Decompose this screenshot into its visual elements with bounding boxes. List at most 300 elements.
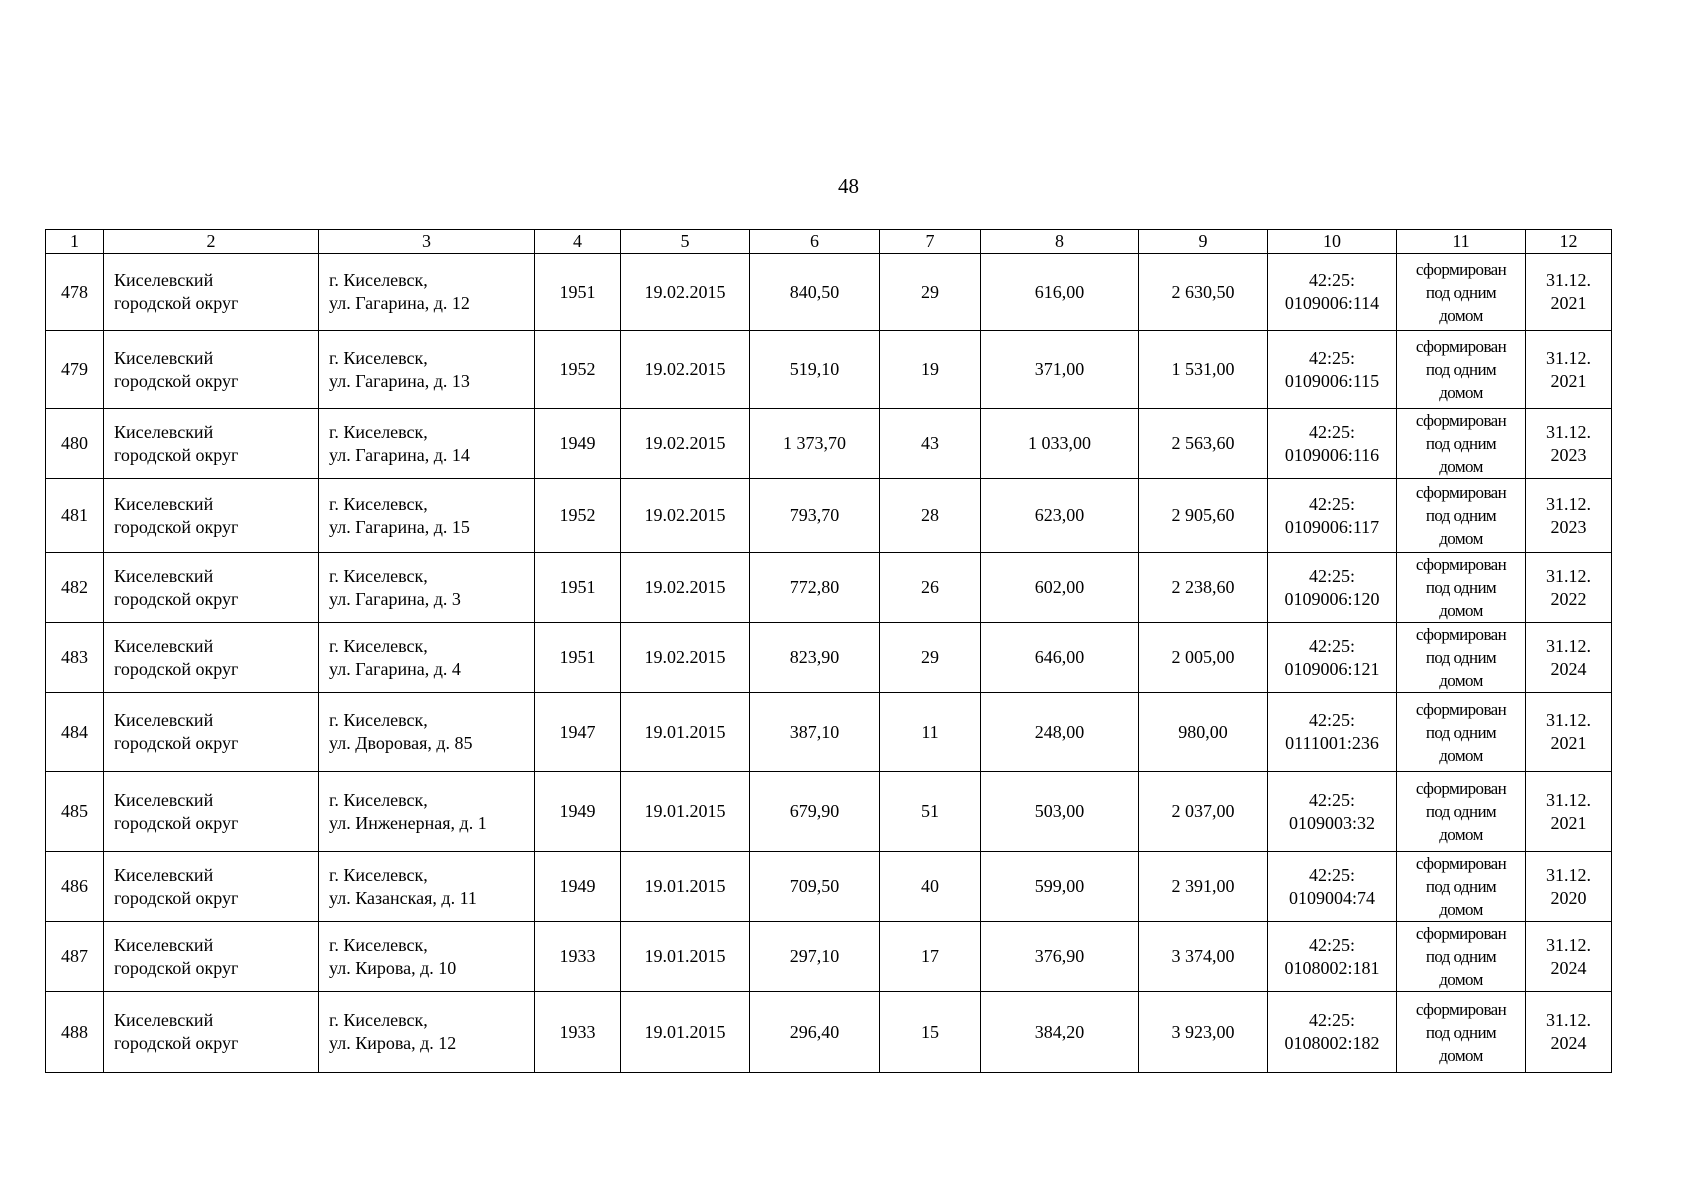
column-9-cell xyxy=(1139,772,1268,852)
address-cell xyxy=(319,992,535,1073)
address-line: ул. Кирова, д. 10 xyxy=(329,957,457,978)
row-number: 481 xyxy=(61,505,88,525)
column-9-value: 2 037,00 xyxy=(1171,801,1235,821)
status-cell xyxy=(1397,331,1526,409)
address-cell xyxy=(319,479,535,553)
column-header: 9 xyxy=(1139,230,1268,254)
column-6-cell xyxy=(750,772,880,852)
column-7-cell xyxy=(880,623,981,693)
cadastral-line: 42:25: xyxy=(1308,270,1355,290)
row-number-cell xyxy=(46,409,104,479)
column-8-value: 503,00 xyxy=(1034,801,1085,821)
cadastral-cell xyxy=(1268,772,1397,852)
deadline-cell xyxy=(1526,922,1612,992)
address-line: г. Киселевск, xyxy=(329,864,428,885)
year-value: 1951 xyxy=(559,281,596,302)
column-8-value: 1 033,00 xyxy=(1028,433,1091,453)
date-cell xyxy=(621,693,750,772)
column-7-cell xyxy=(880,922,981,992)
deadline-cell xyxy=(1526,331,1612,409)
deadline-line: 31.12. xyxy=(1546,1010,1591,1030)
cadastral-cell xyxy=(1268,331,1397,409)
cadastral-line: 42:25: xyxy=(1308,934,1355,955)
date-cell xyxy=(621,331,750,409)
status-line: сформирован xyxy=(1415,259,1507,279)
district-line: Киселевский xyxy=(114,1010,214,1030)
date-value: 19.01.2015 xyxy=(644,876,726,896)
column-7-value: 40 xyxy=(921,876,939,896)
column-6-cell xyxy=(750,922,880,992)
column-7-cell xyxy=(880,331,981,409)
address-line: ул. Гагарина, д. 3 xyxy=(329,588,461,609)
deadline-line: 2024 xyxy=(1550,1033,1587,1053)
column-7-cell xyxy=(880,479,981,553)
address-line: ул. Инженерная, д. 1 xyxy=(329,812,487,833)
row-number: 483 xyxy=(61,647,88,667)
date-cell xyxy=(621,254,750,331)
address-line: г. Киселевск, xyxy=(329,347,428,368)
column-8-cell xyxy=(981,331,1139,409)
district-cell xyxy=(104,693,319,772)
column-9-value: 3 923,00 xyxy=(1171,1021,1235,1042)
address-line: ул. Гагарина, д. 12 xyxy=(329,293,470,313)
year-cell xyxy=(535,409,621,479)
column-6-cell xyxy=(750,479,880,553)
row-number: 487 xyxy=(61,946,88,966)
cadastral-cell xyxy=(1268,992,1397,1073)
column-7-value: 19 xyxy=(921,359,939,379)
year-value: 1951 xyxy=(559,577,596,597)
deadline-cell xyxy=(1526,479,1612,553)
column-header: 11 xyxy=(1397,230,1526,254)
column-6-value: 840,50 xyxy=(789,281,840,302)
cadastral-line: 0109003:32 xyxy=(1288,812,1375,833)
district-line: городской округ xyxy=(114,516,239,537)
deadline-line: 31.12. xyxy=(1546,710,1591,730)
deadline-cell xyxy=(1526,409,1612,479)
address-line: г. Киселевск, xyxy=(329,421,428,442)
column-9-cell xyxy=(1139,992,1268,1073)
cadastral-line: 42:25: xyxy=(1308,493,1355,514)
address-line: ул. Казанская, д. 11 xyxy=(329,887,477,908)
date-value: 19.02.2015 xyxy=(644,359,726,379)
district-cell xyxy=(104,479,319,553)
cadastral-cell xyxy=(1268,922,1397,992)
cadastral-line: 0108002:181 xyxy=(1284,957,1380,978)
district-line: Киселевский xyxy=(114,934,214,955)
status-line: домом xyxy=(1439,383,1483,402)
column-9-value: 980,00 xyxy=(1178,721,1228,742)
column-header: 3 xyxy=(319,230,535,254)
status-line: домом xyxy=(1439,529,1483,548)
column-9-cell xyxy=(1139,331,1268,409)
column-8-value: 623,00 xyxy=(1034,505,1085,525)
row-number: 479 xyxy=(61,359,88,379)
status-line: под одним xyxy=(1425,282,1497,302)
column-8-cell xyxy=(981,479,1139,553)
district-line: Киселевский xyxy=(114,565,214,586)
column-9-value: 2 005,00 xyxy=(1171,647,1235,667)
cadastral-line: 42:25: xyxy=(1308,635,1355,656)
address-line: ул. Кирова, д. 12 xyxy=(329,1033,457,1053)
deadline-line: 31.12. xyxy=(1546,270,1591,290)
status-line: сформирован xyxy=(1415,337,1507,356)
status-line: под одним xyxy=(1425,434,1497,453)
address-line: ул. Гагарина, д. 15 xyxy=(329,516,470,537)
column-7-value: 43 xyxy=(921,433,939,453)
status-line: домом xyxy=(1439,671,1483,690)
district-line: Киселевский xyxy=(114,421,214,442)
deadline-line: 2021 xyxy=(1550,293,1587,313)
column-6-value: 297,10 xyxy=(789,946,840,966)
row-number-cell xyxy=(46,922,104,992)
column-8-cell xyxy=(981,992,1139,1073)
district-cell xyxy=(104,254,319,331)
year-cell xyxy=(535,623,621,693)
row-number: 486 xyxy=(61,876,88,896)
table-row xyxy=(46,331,1612,409)
column-7-cell xyxy=(880,254,981,331)
status-cell xyxy=(1397,409,1526,479)
status-line: домом xyxy=(1439,457,1483,476)
cadastral-cell xyxy=(1268,254,1397,331)
column-9-value: 2 238,60 xyxy=(1171,577,1235,597)
column-header: 1 xyxy=(46,230,104,254)
date-cell xyxy=(621,623,750,693)
district-line: Киселевский xyxy=(114,635,214,656)
cadastral-cell xyxy=(1268,852,1397,922)
status-cell xyxy=(1397,852,1526,922)
table-row xyxy=(46,479,1612,553)
date-cell xyxy=(621,852,750,922)
deadline-cell xyxy=(1526,254,1612,331)
address-cell xyxy=(319,852,535,922)
column-9-value: 2 630,50 xyxy=(1171,281,1235,302)
row-number: 478 xyxy=(61,281,88,302)
column-8-cell xyxy=(981,852,1139,922)
deadline-cell xyxy=(1526,992,1612,1073)
district-line: Киселевский xyxy=(114,347,214,368)
deadline-line: 2021 xyxy=(1550,812,1587,833)
date-cell xyxy=(621,553,750,623)
cadastral-line: 0109004:74 xyxy=(1288,887,1375,908)
cadastral-cell xyxy=(1268,409,1397,479)
table-row xyxy=(46,852,1612,922)
status-line: сформирован xyxy=(1415,999,1507,1019)
status-line: сформирован xyxy=(1415,854,1507,873)
status-line: под одним xyxy=(1425,722,1497,742)
district-line: городской округ xyxy=(114,957,239,978)
table-row xyxy=(46,693,1612,772)
cadastral-line: 0109006:116 xyxy=(1284,444,1380,465)
column-7-value: 29 xyxy=(921,647,939,667)
column-7-value: 11 xyxy=(921,721,939,742)
column-7-value: 26 xyxy=(921,577,939,597)
district-cell xyxy=(104,623,319,693)
address-cell xyxy=(319,331,535,409)
date-cell xyxy=(621,409,750,479)
column-header: 10 xyxy=(1268,230,1397,254)
deadline-line: 31.12. xyxy=(1546,635,1591,656)
column-header: 5 xyxy=(621,230,750,254)
address-line: ул. Гагарина, д. 13 xyxy=(329,370,470,391)
column-8-cell xyxy=(981,409,1139,479)
column-8-value: 599,00 xyxy=(1034,876,1085,896)
address-cell xyxy=(319,772,535,852)
column-8-value: 602,00 xyxy=(1034,577,1085,597)
address-line: г. Киселевск, xyxy=(329,710,428,730)
district-line: городской округ xyxy=(114,658,239,679)
column-number-row xyxy=(46,230,1612,254)
column-6-cell xyxy=(750,992,880,1073)
column-8-cell xyxy=(981,254,1139,331)
district-line: городской округ xyxy=(114,1033,239,1053)
status-line: под одним xyxy=(1425,360,1497,379)
district-cell xyxy=(104,772,319,852)
cadastral-line: 0109006:120 xyxy=(1284,588,1380,609)
column-9-cell xyxy=(1139,693,1268,772)
year-cell xyxy=(535,331,621,409)
deadline-line: 2024 xyxy=(1550,957,1587,978)
housing-register-table xyxy=(45,229,1612,1073)
deadline-line: 2024 xyxy=(1550,658,1587,679)
address-line: г. Киселевск, xyxy=(329,493,428,514)
cadastral-line: 0111001:236 xyxy=(1285,733,1379,753)
date-value: 19.02.2015 xyxy=(644,433,726,453)
table-row xyxy=(46,772,1612,852)
date-cell xyxy=(621,772,750,852)
district-cell xyxy=(104,409,319,479)
district-line: Киселевский xyxy=(114,270,214,290)
cadastral-line: 42:25: xyxy=(1308,864,1355,885)
table-row xyxy=(46,623,1612,693)
cadastral-line: 42:25: xyxy=(1308,565,1355,586)
column-6-cell xyxy=(750,254,880,331)
status-line: сформирован xyxy=(1415,625,1507,644)
cadastral-line: 42:25: xyxy=(1308,789,1355,810)
column-7-cell xyxy=(880,409,981,479)
cadastral-line: 42:25: xyxy=(1308,1010,1355,1030)
deadline-line: 31.12. xyxy=(1546,864,1591,885)
district-cell xyxy=(104,992,319,1073)
cadastral-line: 0109006:121 xyxy=(1284,658,1380,679)
status-line: под одним xyxy=(1425,578,1497,597)
column-9-cell xyxy=(1139,479,1268,553)
column-header: 2 xyxy=(104,230,319,254)
row-number-cell xyxy=(46,693,104,772)
column-7-cell xyxy=(880,772,981,852)
column-7-value: 29 xyxy=(921,281,939,302)
row-number-cell xyxy=(46,772,104,852)
status-line: сформирован xyxy=(1415,699,1507,719)
column-7-value: 28 xyxy=(921,505,939,525)
column-9-value: 2 391,00 xyxy=(1171,876,1235,896)
address-cell xyxy=(319,693,535,772)
column-header: 12 xyxy=(1526,230,1612,254)
column-8-value: 248,00 xyxy=(1034,721,1085,742)
cadastral-line: 0109006:117 xyxy=(1284,516,1380,537)
column-8-cell xyxy=(981,922,1139,992)
cadastral-cell xyxy=(1268,479,1397,553)
table-body xyxy=(46,254,1612,1073)
deadline-cell xyxy=(1526,772,1612,852)
status-line: под одним xyxy=(1425,1022,1497,1042)
column-9-cell xyxy=(1139,254,1268,331)
district-line: Киселевский xyxy=(114,493,214,514)
date-value: 19.02.2015 xyxy=(644,281,726,302)
cadastral-line: 42:25: xyxy=(1308,710,1355,730)
page-number: 48 xyxy=(838,174,859,198)
year-cell xyxy=(535,852,621,922)
deadline-cell xyxy=(1526,852,1612,922)
address-line: г. Киселевск, xyxy=(329,635,428,656)
date-value: 19.01.2015 xyxy=(644,721,726,742)
address-cell xyxy=(319,922,535,992)
year-value: 1952 xyxy=(559,359,596,379)
district-cell xyxy=(104,553,319,623)
year-cell xyxy=(535,772,621,852)
column-8-value: 376,90 xyxy=(1034,946,1085,966)
district-line: Киселевский xyxy=(114,864,214,885)
row-number-cell xyxy=(46,623,104,693)
column-6-value: 519,10 xyxy=(789,359,840,379)
status-line: домом xyxy=(1439,745,1483,765)
column-6-value: 709,50 xyxy=(789,876,840,896)
deadline-line: 2021 xyxy=(1550,370,1587,391)
year-cell xyxy=(535,553,621,623)
status-line: под одним xyxy=(1425,877,1497,896)
status-line: под одним xyxy=(1425,506,1497,525)
year-value: 1947 xyxy=(559,721,596,742)
address-line: г. Киселевск, xyxy=(329,270,428,290)
column-7-cell xyxy=(880,553,981,623)
column-9-value: 2 905,60 xyxy=(1171,505,1235,525)
deadline-line: 31.12. xyxy=(1546,347,1591,368)
address-line: ул. Гагарина, д. 14 xyxy=(329,444,470,465)
column-7-value: 51 xyxy=(921,801,939,821)
address-cell xyxy=(319,409,535,479)
column-header: 8 xyxy=(981,230,1139,254)
year-value: 1949 xyxy=(559,876,596,896)
year-value: 1949 xyxy=(559,801,596,821)
deadline-line: 2023 xyxy=(1550,516,1587,537)
year-cell xyxy=(535,254,621,331)
column-6-cell xyxy=(750,623,880,693)
column-6-cell xyxy=(750,553,880,623)
table-row xyxy=(46,254,1612,331)
year-cell xyxy=(535,992,621,1073)
district-line: городской округ xyxy=(114,370,239,391)
column-8-cell xyxy=(981,553,1139,623)
status-line: домом xyxy=(1439,305,1483,325)
status-cell xyxy=(1397,772,1526,852)
column-9-cell xyxy=(1139,553,1268,623)
table-row xyxy=(46,922,1612,992)
column-6-cell xyxy=(750,331,880,409)
address-line: ул. Гагарина, д. 4 xyxy=(329,658,461,679)
cadastral-line: 42:25: xyxy=(1308,347,1355,368)
column-8-value: 384,20 xyxy=(1034,1021,1085,1042)
deadline-line: 31.12. xyxy=(1546,493,1591,514)
status-line: домом xyxy=(1439,601,1483,620)
status-cell xyxy=(1397,254,1526,331)
column-header: 6 xyxy=(750,230,880,254)
column-9-value: 1 531,00 xyxy=(1171,359,1235,379)
date-cell xyxy=(621,479,750,553)
deadline-cell xyxy=(1526,553,1612,623)
year-value: 1933 xyxy=(559,1021,596,1042)
status-line: сформирован xyxy=(1415,924,1507,943)
deadline-line: 31.12. xyxy=(1546,565,1591,586)
column-9-cell xyxy=(1139,623,1268,693)
row-number: 485 xyxy=(61,801,88,821)
row-number-cell xyxy=(46,852,104,922)
status-line: сформирован xyxy=(1415,779,1507,798)
row-number-cell xyxy=(46,992,104,1073)
column-8-cell xyxy=(981,772,1139,852)
status-line: под одним xyxy=(1425,648,1497,667)
cadastral-line: 42:25: xyxy=(1308,421,1355,442)
table-header xyxy=(46,230,1612,254)
column-6-value: 1 373,70 xyxy=(783,433,846,453)
address-line: г. Киселевск, xyxy=(329,789,428,810)
status-line: сформирован xyxy=(1415,555,1507,574)
address-cell xyxy=(319,254,535,331)
cadastral-cell xyxy=(1268,553,1397,623)
column-6-cell xyxy=(750,693,880,772)
status-cell xyxy=(1397,553,1526,623)
district-line: городской округ xyxy=(114,293,239,313)
deadline-line: 31.12. xyxy=(1546,789,1591,810)
status-line: сформирован xyxy=(1415,411,1507,430)
address-cell xyxy=(319,553,535,623)
address-line: г. Киселевск, xyxy=(329,565,428,586)
date-value: 19.01.2015 xyxy=(644,946,726,966)
column-9-value: 2 563,60 xyxy=(1171,433,1235,453)
table-row xyxy=(46,992,1612,1073)
year-cell xyxy=(535,479,621,553)
column-9-cell xyxy=(1139,922,1268,992)
status-cell xyxy=(1397,693,1526,772)
cadastral-line: 0108002:182 xyxy=(1284,1033,1380,1053)
column-6-value: 772,80 xyxy=(789,577,840,597)
column-6-value: 823,90 xyxy=(789,647,840,667)
status-line: сформирован xyxy=(1415,483,1507,502)
row-number: 480 xyxy=(61,433,88,453)
status-cell xyxy=(1397,922,1526,992)
column-8-value: 646,00 xyxy=(1034,647,1085,667)
deadline-line: 2023 xyxy=(1550,444,1587,465)
district-line: Киселевский xyxy=(114,789,214,810)
row-number: 482 xyxy=(61,577,88,597)
date-cell xyxy=(621,992,750,1073)
column-9-cell xyxy=(1139,409,1268,479)
year-value: 1952 xyxy=(559,505,596,525)
address-line: г. Киселевск, xyxy=(329,934,428,955)
year-value: 1933 xyxy=(559,946,596,966)
address-line: ул. Дворовая, д. 85 xyxy=(329,733,473,753)
district-cell xyxy=(104,922,319,992)
date-value: 19.01.2015 xyxy=(644,801,726,821)
table-row xyxy=(46,409,1612,479)
date-value: 19.02.2015 xyxy=(644,647,726,667)
column-9-cell xyxy=(1139,852,1268,922)
date-value: 19.02.2015 xyxy=(644,577,726,597)
column-8-value: 371,00 xyxy=(1034,359,1085,379)
cadastral-cell xyxy=(1268,693,1397,772)
district-cell xyxy=(104,331,319,409)
status-line: домом xyxy=(1439,825,1483,844)
